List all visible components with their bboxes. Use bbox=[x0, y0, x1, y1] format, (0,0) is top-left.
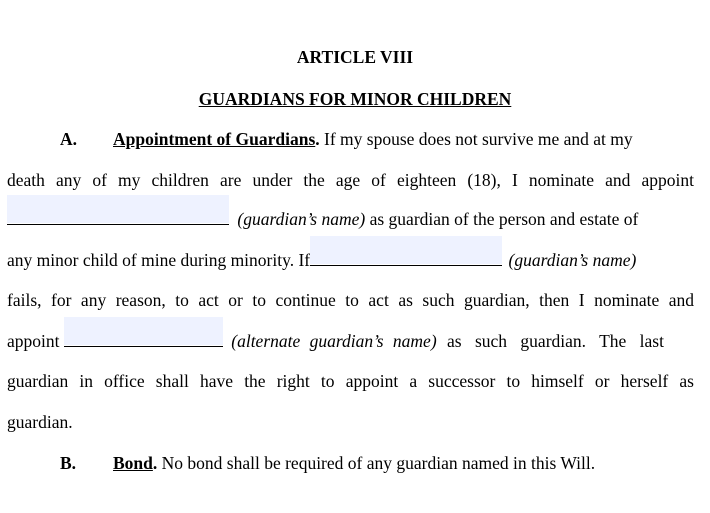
section-a-text-6: as such guardian. The last bbox=[447, 331, 664, 351]
guardian-name-fill[interactable] bbox=[7, 195, 229, 223]
guardian-name-field-2[interactable] bbox=[310, 251, 502, 266]
section-b-line: B. Bond. No bond shall be required of any guardian named in this Will. bbox=[60, 453, 596, 473]
section-a-line-5: fails, for any reason, to act or to continue to act as such guardian, then I nominate and bbox=[7, 290, 694, 310]
article-heading: ARTICLE VIII bbox=[296, 47, 414, 67]
section-a-line-8: guardian. bbox=[7, 412, 73, 432]
alternate-guardian-name-field[interactable] bbox=[64, 332, 223, 347]
section-b-heading: Bond bbox=[113, 453, 153, 473]
section-a-heading: Appointment of Guardians bbox=[113, 129, 316, 149]
section-a-line-1: A. Appointment of Guardians. If my spouse does not survive me and at my bbox=[60, 129, 633, 149]
section-a-text-6-lead: appoint bbox=[7, 331, 60, 351]
section-a-line-3 bbox=[7, 208, 694, 230]
guardian-name-field[interactable] bbox=[7, 210, 229, 225]
section-a-line-2: death any of my children are under the age of eighteen (18), I nominate and appoint bbox=[7, 170, 694, 190]
section-a-label: A. bbox=[60, 129, 78, 149]
guardian-name-hint-2: (guardian’s name) bbox=[508, 250, 637, 270]
section-a-text-1: If my spouse does not survive me and at my bbox=[324, 129, 633, 149]
alternate-guardian-name-fill[interactable] bbox=[64, 317, 223, 345]
section-b-text: No bond shall be required of any guardian named in this Will. bbox=[161, 453, 596, 473]
alternate-guardian-name-hint: (alternate guardian’s name) bbox=[231, 331, 437, 351]
guardian-name-hint: (guardian’s name) bbox=[237, 209, 366, 229]
guardian-name-fill-2[interactable] bbox=[310, 236, 502, 264]
section-a-line-6 bbox=[7, 330, 694, 352]
section-a-text-3: as guardian of the person and estate of bbox=[369, 209, 639, 229]
section-a-line-7: guardian in office shall have the right to appoint a successor to himself or herself as bbox=[7, 371, 694, 391]
section-a-line-4 bbox=[7, 249, 694, 271]
section-b-label: B. bbox=[60, 453, 77, 473]
section-a-text-4: any minor child of mine during minority. If bbox=[7, 250, 311, 270]
article-title: GUARDIANS FOR MINOR CHILDREN bbox=[198, 89, 512, 109]
